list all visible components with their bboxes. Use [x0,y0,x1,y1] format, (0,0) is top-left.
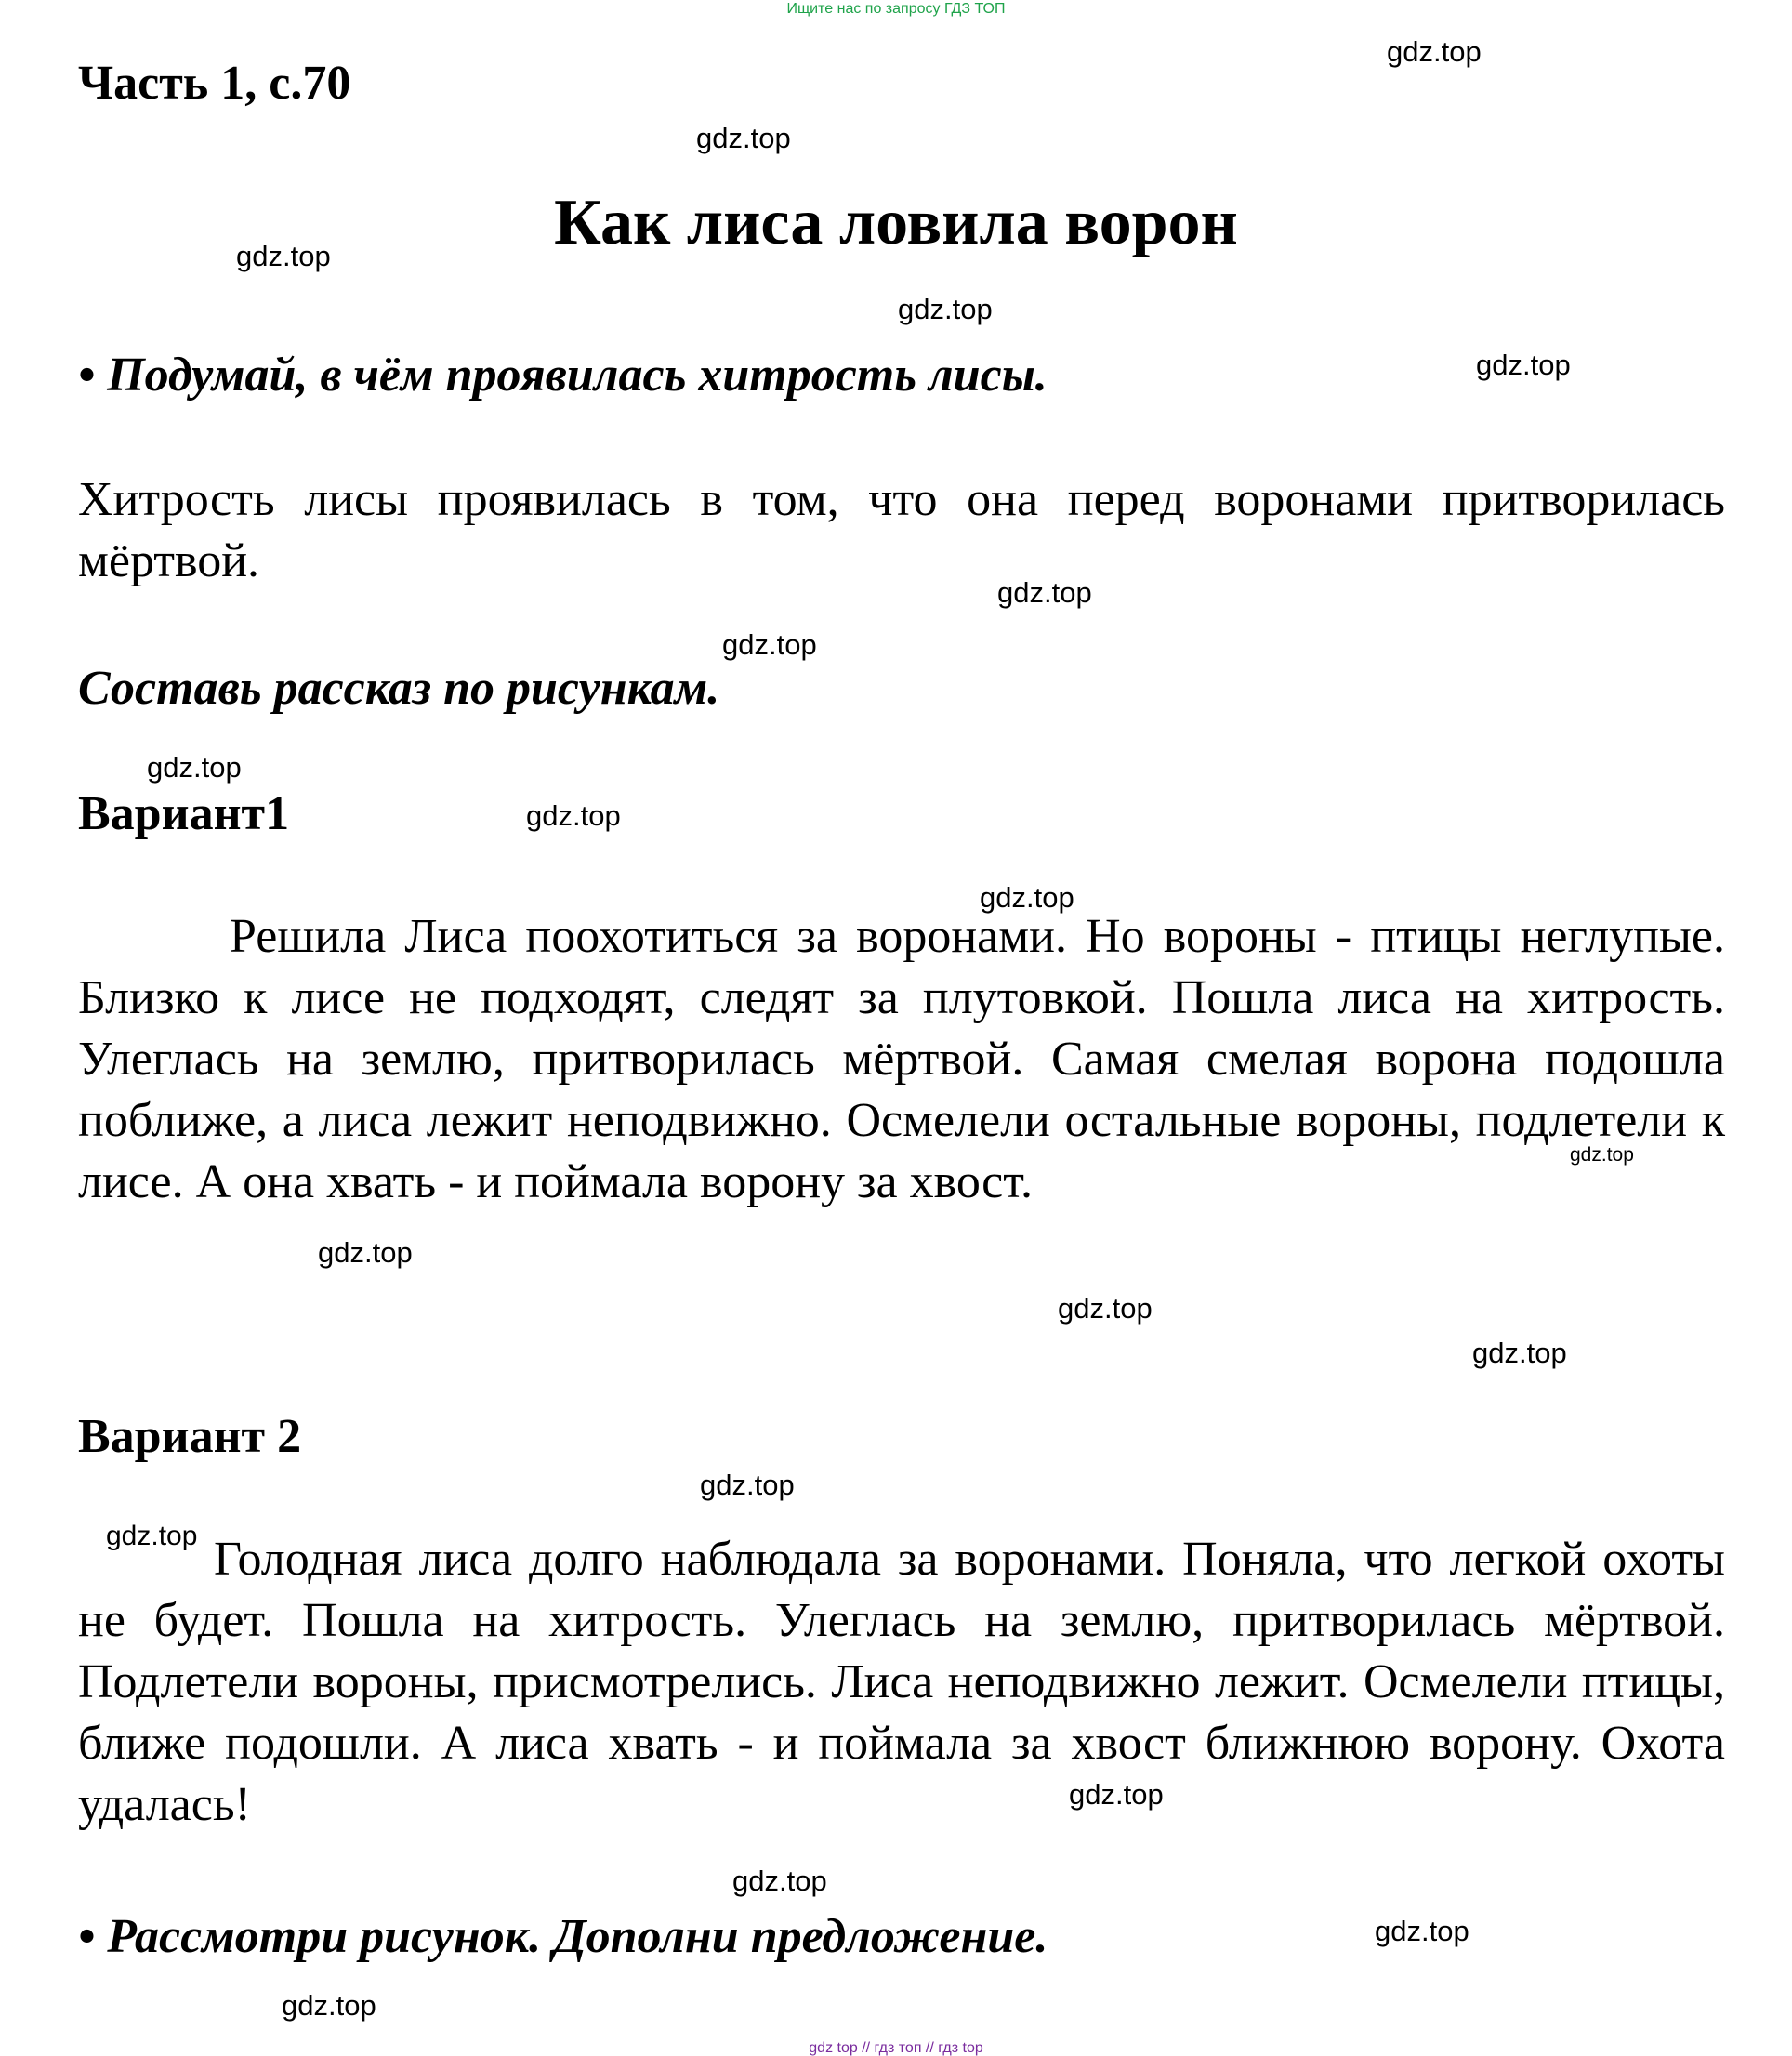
footer-watermark: gdz top // гдз топ // гдз top [809,2040,983,2056]
answer-cunning: Хитрость лисы проявилась в том, что она перед воронами притворилась мёртвой. [78,473,1725,587]
watermark-small: gdz.top [1570,1144,1634,1166]
watermark: gdz.top [106,1521,198,1551]
watermark: gdz.top [1472,1337,1567,1369]
watermark: gdz.top [1058,1292,1153,1325]
watermark: gdz.top [318,1236,413,1269]
watermark: gdz.top [980,881,1074,914]
question-cunning: • Подумай, в чём проявилась хитрость лисы. [78,349,1048,402]
watermark: gdz.top [147,751,242,784]
watermark: gdz.top [1387,35,1482,68]
watermark: gdz.top [1069,1778,1164,1811]
watermark: gdz.top [1476,349,1571,381]
watermark: gdz.top [696,122,791,154]
variant2-text: Голодная лиса долго наблюдала за воронами. Поняла, что легкой охоты не будет. Пошла на хитрость. Улеглась на землю, притворилась мёртвой. Подлетели вороны, присмотрелись. Лиса неподвижно лежит. Осмелели птицы, ближе подошли. А лиса хвать - и поймала за хвост ближнюю ворону. Охота удалась! [78,1533,1725,1831]
question-look-picture: • Рассмотри рисунок. Дополни предложение. [78,1910,1048,1963]
watermark: gdz.top [700,1469,795,1501]
watermark: gdz.top [732,1865,827,1897]
variant1-heading: Вариант1 [78,787,290,840]
task-compose-story: Составь рассказ по рисункам. [78,662,720,715]
top-banner: Ищите нас по запросу ГДЗ ТОП [786,1,1006,17]
variant2-heading: Вариант 2 [78,1410,302,1463]
watermark: gdz.top [282,1989,376,2022]
watermark: gdz.top [526,799,621,832]
watermark: gdz.top [236,240,331,272]
page-title: Как лиса ловила ворон [554,187,1238,258]
watermark: gdz.top [898,293,993,325]
variant1-text: Решила Лиса поохотиться за воронами. Но вороны - птицы неглупые. Близко к лисе не подходят, следят за плутовкой. Пошла лиса на хитрость. Улеглась на землю, притворилась мёртвой. Самая смелая ворона подошла поближе, а лиса лежит неподвижно. Осмелели остальные вороны, подлетели к лисе. А она хвать - и поймала ворону за хвост. [78,910,1725,1208]
watermark: gdz.top [722,628,817,661]
watermark: gdz.top [997,576,1092,609]
watermark: gdz.top [1375,1915,1469,1947]
page-part-label: Часть 1, с.70 [78,57,351,110]
